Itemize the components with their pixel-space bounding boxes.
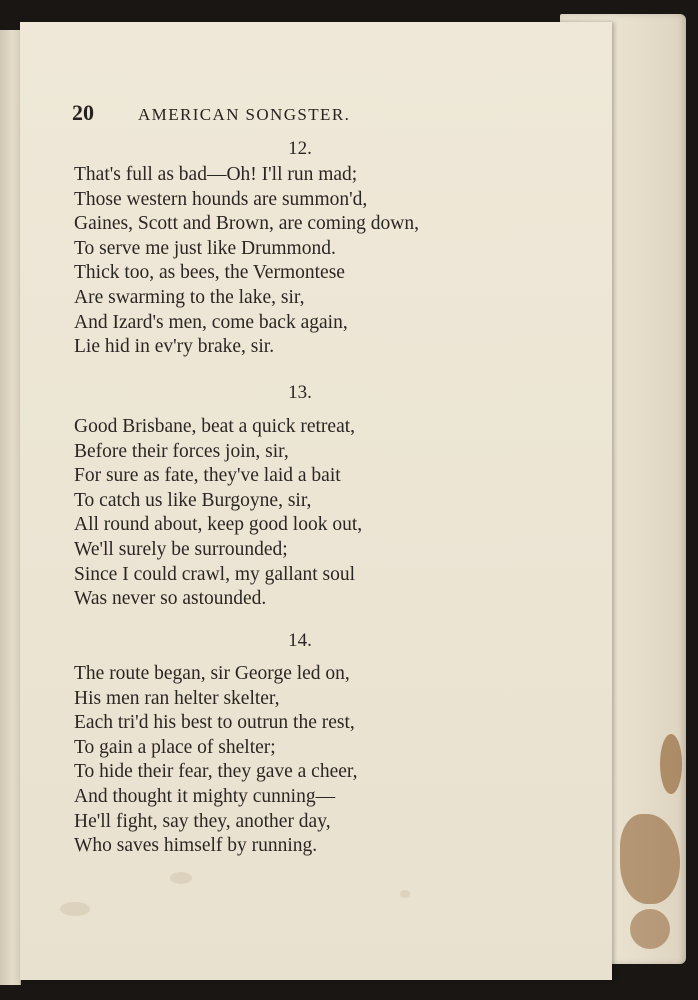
verse-line: Was never so astounded.: [74, 588, 267, 610]
verse-line: He'll fight, say they, another day,: [74, 810, 331, 832]
verse-line: Each tri'd his best to outrun the rest,: [74, 712, 355, 734]
verse-line: To serve me just like Drummond.: [74, 237, 336, 259]
paper-spot: [60, 902, 90, 916]
verse-line: Before their forces join, sir,: [74, 440, 289, 462]
water-stain: [630, 909, 670, 949]
verse-line: For sure as fate, they've laid a bait: [74, 465, 341, 487]
verse-line: Gaines, Scott and Brown, are coming down,: [74, 213, 419, 235]
water-stain: [660, 734, 682, 794]
verse-line: Are swarming to the lake, sir,: [74, 286, 305, 308]
stanza-14: [74, 662, 544, 859]
verse-line: All round about, keep good look out,: [74, 514, 363, 536]
paper-spot: [170, 872, 192, 884]
previous-page-edge: [0, 30, 21, 985]
verse-line: Good Brisbane, beat a quick retreat,: [74, 416, 356, 437]
water-stain: [620, 814, 680, 904]
book-page: [20, 22, 612, 980]
stanza-number: 14.: [288, 630, 312, 651]
running-header: [72, 100, 472, 126]
verse-line: And thought it mighty cunning—: [74, 785, 336, 807]
page-number: 20: [72, 100, 94, 125]
verse-line: The route began, sir George led on,: [74, 663, 350, 684]
verse-line: His men ran helter skelter,: [74, 687, 280, 709]
verse-line: And Izard's men, come back again,: [74, 311, 348, 333]
verse-line: We'll surely be surrounded;: [74, 538, 288, 560]
stanza-number: 12.: [288, 138, 312, 159]
stanza-number: 13.: [288, 382, 312, 403]
verse-line: That's full as bad—Oh! I'll run mad;: [74, 164, 358, 185]
paper-spot: [400, 890, 410, 898]
verse-line: To hide their fear, they gave a cheer,: [74, 761, 358, 783]
verse-line: Lie hid in ev'ry brake, sir.: [74, 336, 275, 358]
verse-line: Who saves himself by running.: [74, 835, 318, 857]
verse-line: To catch us like Burgoyne, sir,: [74, 489, 312, 511]
running-title: AMERICAN SONGSTER.: [138, 105, 351, 124]
verse-line: Thick too, as bees, the Vermontese: [74, 262, 345, 284]
stanza-13: [74, 415, 544, 612]
verse-line: To gain a place of shelter;: [74, 736, 276, 758]
verse-line: Those western hounds are summon'd,: [74, 188, 368, 210]
verse-line: Since I could crawl, my gallant soul: [74, 563, 356, 585]
stanza-12: [74, 163, 544, 360]
